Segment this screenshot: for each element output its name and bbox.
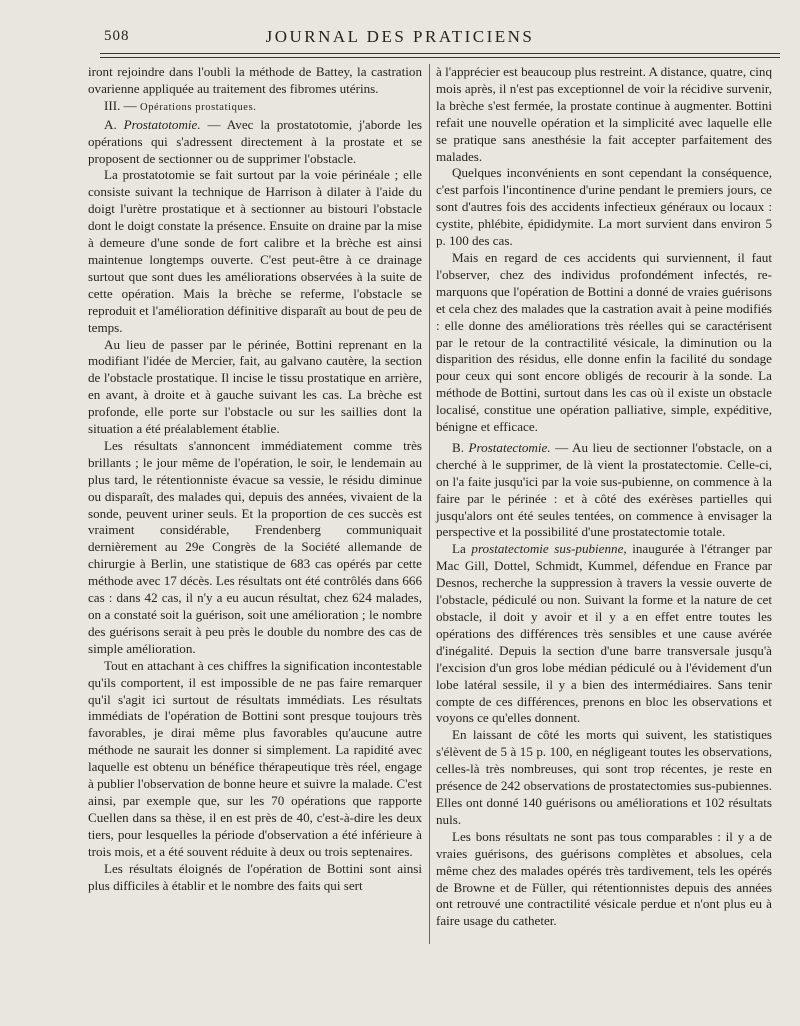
subsection-title: Prostatotomie.: [123, 116, 201, 132]
paragraph-text: inaugurée à l'étranger par Mac Gill, Dottel, Schmidt, Kummel, défendue en France par Desnos, recherche la suppression à travers la vessie ouverte de l'obstacle, pédiculé ou non. Suivant la forme et la nature de cet obstacle, il doit y avoir et il y a en effet entre toutes les opérations des différences très sensibles et une cause avérée d'inégalité. Depuis la section d'une barre transversale jusqu'à l'excision d'un gros lobe médian pédiculé ou à l'évidement d'un lobe latéral sessile, il y a bien des intermédiaires. Sans tenir compte de ces différences, prenons en bloc les observations et voyons ce qu'elles donnent.: [436, 541, 772, 726]
running-title: JOURNAL DES PRATICIENS: [265, 27, 535, 46]
page-header: [0, 0, 800, 64]
section-number: III. —: [104, 97, 137, 113]
paragraph-text: — Avec la prostatotomie, j'aborde les opérations qui s'adressent directement à la prostate et se proposent de sectionner ou de supprimer l'obstacle.: [88, 116, 422, 166]
paragraph: Les bons résultats ne sont pas tous comparables : il y a de vraies guérisons, des guérisons complètes et absolues, cela même chez des malades opérés très tardivement, tels les opérés de Browne et de Füller, qui rétentionnistes depuis des années ont retrouvé une contractilité vésicale perdue et n'ont plus eu à faire usage du catheter.: [436, 828, 772, 929]
section-title: Opérations prostatiques.: [140, 101, 257, 113]
paragraph: Quelques inconvénients en sont cependant la conséquence, c'est parfois l'incontinence d'urine pendant le premiers jours, ce sont d'autres fois des accidents infectieux généraux ou locaux : cystite, phlébite, épididymite. La mort survient dans environ 5 p. 100 des cas.: [436, 165, 772, 249]
paragraph: Tout en attachant à ces chiffres la signification incontestable qu'ils comportent, il est impossible de ne pas faire remarquer qu'il s'agit ici surtout de résultats immédiats. Les résultats immédiats de l'opération de Bottini sont presque toujours très favorables, je dirai même plus favorables qu'aucune autre méthode ne saurait les donner si simplement. La rapidité avec laquelle est obtenu un bénéfice thérapeutique très réel, engage à publier l'observation de bonne heure et suivre la malade. C'est ainsi, par exemple que, sur les 70 opérations que rapporte Cuellen dans sa thèse, il en est près de 40, c'est-à-dire les deux tiers, pour lesquelles la période d'observation a été inférieure à trois mois, et a été souvent réduite à deux ou trois septenaires.: [88, 657, 422, 859]
paragraph: Au lieu de passer par le périnée, Bottini reprenant en la modifiant l'idée de Mercier, fait, au galvano cautère, la section de l'obstacle prostatique. Il incise le tissu prostatique en arrière, en avant, à droite et à gauche suivant les cas. La brèche est profonde, elle porte sur l'obstacle ou sur les saillies dont la situation a été préalablement établie.: [88, 336, 422, 437]
paragraph: Mais en regard de ces accidents qui surviennent, il faut l'observer, chez des individus profondément infectés, remarquons que l'opération de Bottini a donné de vraies guérisons et cela chez des malades que la castration avait à peine modifiés : elle donne des améliorations très réelles qui se caractérisent par le retour de la contractilité vésicale, la diminution ou la disparition des résidus, elle donne enfin la facilité du sondage pour ceux qui sont encore obligés de recourir à la sonde. La méthode de Bottini, surtout dans les cas où il existe un obstacle localisé, constitue une opération palliative, simple, expéditive, bénigne et efficace.: [436, 249, 772, 435]
column-divider: [429, 64, 430, 944]
left-column: [88, 64, 422, 944]
subsection-paragraph: [88, 117, 422, 168]
paragraph: Les résultats s'annoncent immédiatement comme très brillants ; le jour même de l'opération, le soir, le lendemain au plus tard, le rétentionniste évacue sa vessie, le résidu diminue ou disparaît, des malades qui, depuis des années, vivaient de la sonde, peuvent uriner seuls. Et la proportion de ces succès est vraiment considérable, Frendenberg communiquait dernièrement au 29e Congrès de la Société allemande de chirurgie à Berlin, une statistique de 683 cas opérés par cette méthode avec 17 décès. Les résultats ont été contrôlés dans 666 cas : dans 42 cas, il n'y a eu aucun résultat, chez 624 malades, on a constaté soit la guérison, soit une amélioration ; le nombre des guérisons serait à peu près le double du nombre des cas de simple amélioration.: [88, 437, 422, 656]
paragraph-text: — Au lieu de sectionner l'obstacle, on a cherché à le supprimer, de là vient la prostatectomie. Celle-ci, on l'a faite jusqu'ici par la voie sus-pubienne, on commence à la faire par le périnée : et à côté des exérèses partielles qui jusqu'alors ont été seules tentées, on commence à envisager la perspective et la possibilité d'une prostatectomie totale.: [436, 439, 773, 540]
section-heading: [88, 98, 422, 117]
paragraph: En laissant de côté les morts qui suivent, les statistiques s'élèvent de 5 à 15 p. 100, en négligeant toutes les observations, celles-là très nombreuses, qui sont trop récentes, je reste en présence de 242 observations de prostatectomies sus-pubiennes. Elles ont donné 140 guérisons ou améliorations et 102 résultats nuls.: [436, 727, 772, 827]
paragraph: iront rejoindre dans l'oubli la méthode de Battey, la castration ovarienne appliquée au traitement des fibromes utérins.: [88, 64, 422, 96]
subsection-label: B.: [452, 439, 465, 455]
subsection-paragraph: [436, 440, 772, 541]
paragraph: [436, 541, 772, 727]
header-rule-thick: [100, 53, 780, 54]
page-number: 508: [104, 28, 130, 44]
subsection-title: Prostatectomie.: [468, 439, 551, 455]
paragraph: Les résultats éloignés de l'opération de Bottini sont ainsi plus difficiles à établir et le nombre des faits qui sert: [88, 860, 422, 893]
header-rule-thin: [100, 57, 780, 58]
paragraph-lead: La: [452, 541, 466, 557]
subsection-label: A.: [104, 116, 117, 132]
right-column: [436, 64, 773, 929]
paragraph: à l'apprécier est beaucoup plus restreint. A distance, quatre, cinq mois après, il n'est pas exceptionnel de voir la récidive survenir, la brèche s'est fermée, la prostate continue à augmenter. Bottini refait une nouvelle opération et la simplicité avec laquelle elle se pratique sans anesthésie la fait accepter parfaitement des malades.: [436, 64, 772, 164]
paragraph: La prostatotomie se fait surtout par la voie périnéale ; elle consiste suivant la technique de Harrison à dilater à l'aide du doigt l'urètre prostatique et à sectionner au bistouri l'obstacle dont le doigt constate la présence. Ensuite on draine par la mise à demeure d'une sonde de fort calibre et la brèche est ainsi maintenue longtemps ouverte. C'est peut-être à ce drainage surtout que sont dues les améliorations observées à la suite de cette opération. Mais la brèche se referme, l'obstacle se reproduit et l'amélioration définitive disparaît au bout de peu de temps.: [88, 167, 422, 335]
italic-term: prostatectomie sus-pubienne,: [471, 541, 627, 557]
